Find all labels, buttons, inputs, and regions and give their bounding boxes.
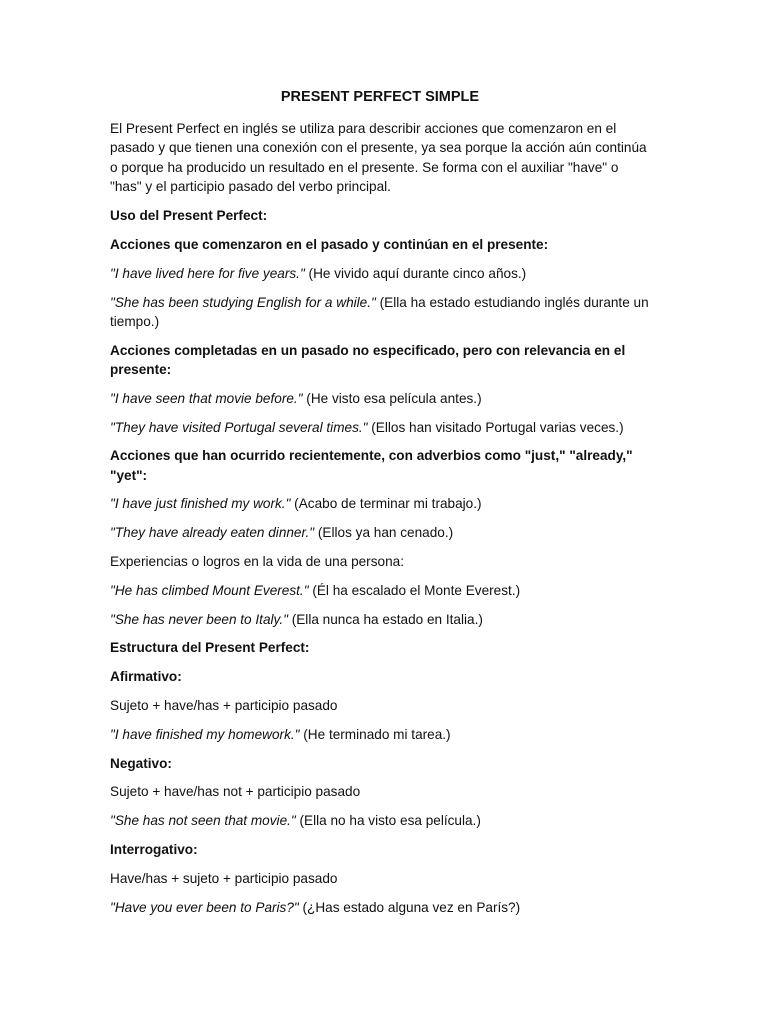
english-example: "Have you ever been to Paris?" <box>110 899 299 915</box>
use-1-heading: Acciones que comenzaron en el pasado y continúan en el presente: <box>110 236 549 252</box>
interrogative-formula: Have/has + sujeto + participio pasado <box>110 870 338 886</box>
document-page <box>110 88 650 926</box>
intro-paragraph: El Present Perfect en inglés se utiliza para describir acciones que comenzaron en el pasado y que tienen una conexión con el presente, ya sea porque la acción aún continúa o porque ha producido un resultado en el presente. Se forma con el auxiliar "have" o "has" y el participio pasado del verbo principal. <box>110 121 647 194</box>
use-3-example-1 <box>110 494 650 513</box>
spanish-translation: (He visto esa película antes.) <box>302 390 482 406</box>
use-3-example-2 <box>110 523 650 542</box>
interrogative-example <box>110 898 650 917</box>
use-4-example-2 <box>110 610 650 629</box>
english-example: "They have already eaten dinner." <box>110 525 315 541</box>
english-example: "He has climbed Mount Everest." <box>110 582 309 598</box>
english-example: "She has been studying English for a while." <box>110 294 376 310</box>
affirmative-formula: Sujeto + have/has + participio pasado <box>110 698 338 714</box>
negative-formula: Sujeto + have/has not + participio pasado <box>110 784 361 800</box>
structure-heading: Estructura del Present Perfect: <box>110 640 310 656</box>
english-example: "She has never been to Italy." <box>110 611 288 627</box>
english-example: "I have lived here for five years." <box>110 265 305 281</box>
affirmative-example <box>110 725 650 744</box>
spanish-translation: (Ellos ya han cenado.) <box>314 525 454 541</box>
negative-label: Negativo: <box>110 755 172 771</box>
page-title: PRESENT PERFECT SIMPLE <box>280 89 480 105</box>
spanish-translation: (Ellos han visitado Portugal varias veces.) <box>367 419 624 435</box>
use-2-heading: Acciones completadas en un pasado no especificado, pero con relevancia en el presente: <box>110 342 626 377</box>
english-example: "I have just finished my work." <box>110 496 291 512</box>
interrogative-label: Interrogativo: <box>110 842 198 858</box>
spanish-translation: (He terminado mi tarea.) <box>299 726 451 742</box>
spanish-translation: (Ella ha estado estudiando inglés durante un tiempo.) <box>110 294 649 329</box>
spanish-translation: (¿Has estado alguna vez en París?) <box>298 899 521 915</box>
spanish-translation: (Ella nunca ha estado en Italia.) <box>287 611 483 627</box>
use-4-example-1 <box>110 581 650 600</box>
affirmative-label: Afirmativo: <box>110 669 182 685</box>
negative-example <box>110 811 650 830</box>
uses-heading: Uso del Present Perfect: <box>110 208 268 224</box>
use-1-example-2 <box>110 293 650 332</box>
use-2-example-2 <box>110 418 650 437</box>
use-2-example-1 <box>110 389 650 408</box>
use-1-example-1 <box>110 264 650 283</box>
spanish-translation: (Acabo de terminar mi trabajo.) <box>290 496 482 512</box>
use-3-heading: Acciones que han ocurrido recientemente, con adverbios como "just," "already," "yet": <box>110 448 633 483</box>
english-example: "I have seen that movie before." <box>110 390 303 406</box>
english-example: "She has not seen that movie." <box>110 813 296 829</box>
spanish-translation: (He vivido aquí durante cinco años.) <box>304 265 527 281</box>
english-example: "They have visited Portugal several times." <box>110 419 368 435</box>
use-4-heading: Experiencias o logros en la vida de una persona: <box>110 554 404 570</box>
english-example: "I have finished my homework." <box>110 726 300 742</box>
spanish-translation: (Él ha escalado el Monte Everest.) <box>308 582 521 598</box>
spanish-translation: (Ella no ha visto esa película.) <box>295 813 481 829</box>
